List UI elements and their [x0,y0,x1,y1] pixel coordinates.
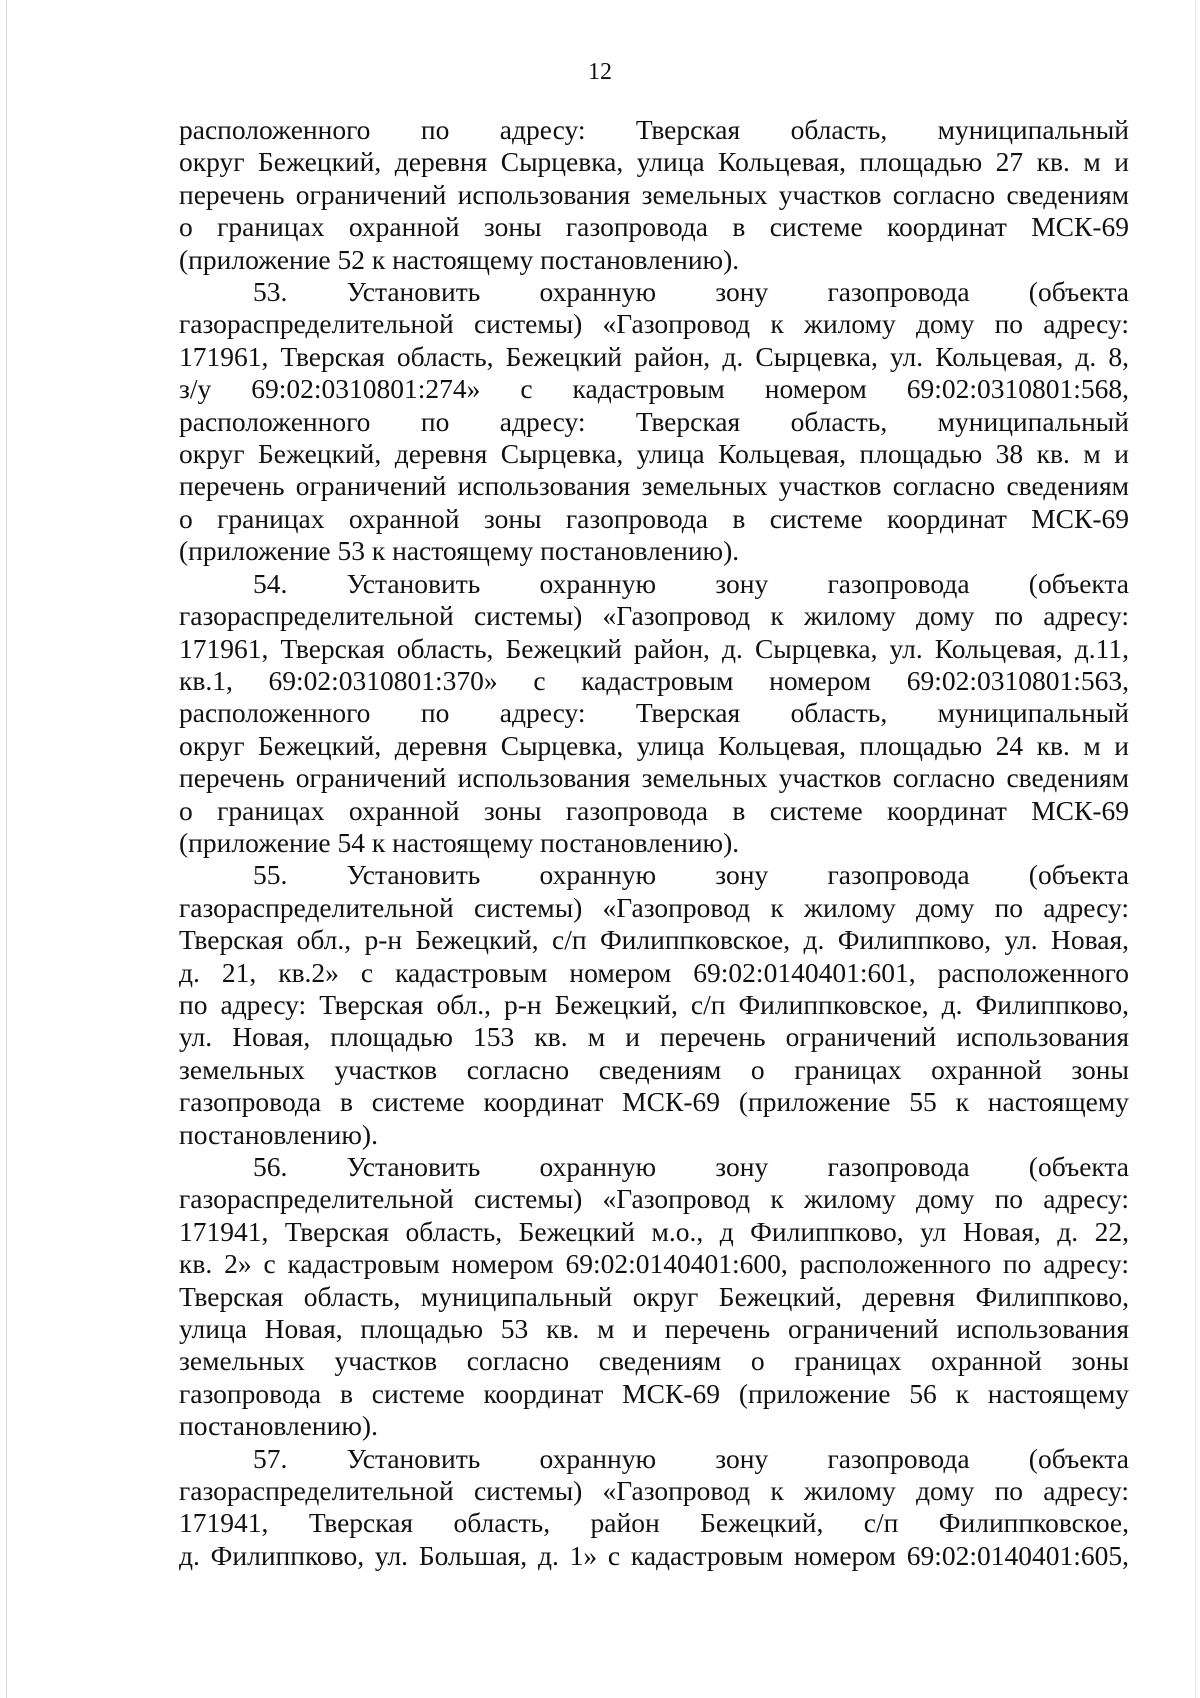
text-line: 171941, Тверская область, Бежецкий м.о., д Филиппково, ул Новая, д. 22, [179,1215,1129,1247]
text-line: расположенного по адресу: Тверская область, муниципальный [179,697,1129,729]
text-line: перечень ограничений использования земельных участков согласно сведениям [179,178,1129,210]
text-line: (приложение 54 к настоящему постановлению). [179,826,740,858]
text-line: 56. Установить охранную зону газопровода (объекта [253,1151,1129,1182]
text-line: газораспределительной системы) «Газопровод к жилому дому по адресу: [179,1475,1129,1507]
text-line: ул. Новая, площадью 153 кв. м и перечень ограничений использования [179,1021,1129,1053]
text-line: расположенного по адресу: Тверская область, муниципальный [179,114,1129,145]
text-line: округ Бежецкий, деревня Сырцевка, улица Кольцевая, площадью 24 кв. м и [179,729,1129,761]
text-line: о границах охранной зоны газопровода в системе координат МСК-69 [179,794,1129,826]
text-line: 55. Установить охранную зону газопровода (объекта [253,859,1129,891]
text-line: д. 21, кв.2» с кадастровым номером 69:02:0140401:601, расположенного [179,956,1129,988]
text-line: 171961, Тверская область, Бежецкий район, д. Сырцевка, ул. Кольцевая, д. 8, [179,340,1129,372]
text-line: газораспределительной системы) «Газопровод к жилому дому по адресу: [179,891,1129,923]
text-line: газораспределительной системы) «Газопровод к жилому дому по адресу: [179,308,1129,340]
text-line: округ Бежецкий, деревня Сырцевка, улица Кольцевая, площадью 27 кв. м и [179,146,1129,178]
scan-edge-right [1195,0,1196,1698]
text-line: 57. Установить охранную зону газопровода (объекта [253,1442,1129,1474]
text-line: земельных участков согласно сведениям о границах охранной зоны [179,1345,1129,1377]
text-line: кв. 2» с кадастровым номером 69:02:0140401:600, расположенного по адресу: [179,1248,1129,1280]
text-line: (приложение 52 к настоящему постановлению). [179,243,740,275]
text-line: 171961, Тверская область, Бежецкий район, д. Сырцевка, ул. Кольцевая, д.11, [179,632,1129,664]
document-body [179,114,1129,1572]
text-line: Тверская обл., р-н Бежецкий, с/п Филиппковское, д. Филиппково, ул. Новая, [179,924,1129,956]
text-line: земельных участков согласно сведениям о границах охранной зоны [179,1053,1129,1085]
text-line: з/у 69:02:0310801:274» с кадастровым номером 69:02:0310801:568, [179,373,1129,405]
text-line: по адресу: Тверская обл., р-н Бежецкий, с/п Филиппковское, д. Филиппково, [179,988,1129,1020]
text-line: газораспределительной системы) «Газопровод к жилому дому по адресу: [179,1183,1129,1215]
text-line: постановлению). [179,1410,378,1442]
text-line: перечень ограничений использования земельных участков согласно сведениям [179,762,1129,794]
text-line: газораспределительной системы) «Газопровод к жилому дому по адресу: [179,600,1129,632]
text-line: газопровода в системе координат МСК-69 (приложение 56 к настоящему [179,1377,1129,1409]
text-line: д. Филиппково, ул. Большая, д. 1» с кадастровым номером 69:02:0140401:605, [179,1539,1129,1571]
text-line: 53. Установить охранную зону газопровода (объекта [253,276,1129,308]
text-line: перечень ограничений использования земельных участков согласно сведениям [179,470,1129,502]
text-line: 171941, Тверская область, район Бежецкий, с/п Филиппковское, [179,1507,1129,1539]
text-line: газопровода в системе координат МСК-69 (приложение 55 к настоящему [179,1086,1129,1118]
text-line: округ Бежецкий, деревня Сырцевка, улица Кольцевая, площадью 38 кв. м и [179,438,1129,470]
text-line: 54. Установить охранную зону газопровода (объекта [253,567,1129,599]
page-number: 12 [588,59,612,85]
text-line: улица Новая, площадью 53 кв. м и перечень ограничений использования [179,1313,1129,1345]
text-line: расположенного по адресу: Тверская область, муниципальный [179,405,1129,437]
text-line: постановлению). [179,1118,378,1150]
text-line: кв.1, 69:02:0310801:370» с кадастровым номером 69:02:0310801:563, [179,664,1129,696]
text-line: (приложение 53 к настоящему постановлению). [179,535,740,567]
text-line: о границах охранной зоны газопровода в системе координат МСК-69 [179,502,1129,534]
text-line: Тверская область, муниципальный округ Бежецкий, деревня Филиппково, [179,1280,1129,1312]
text-line: о границах охранной зоны газопровода в системе координат МСК-69 [179,211,1129,243]
scan-edge-left [6,0,7,1698]
